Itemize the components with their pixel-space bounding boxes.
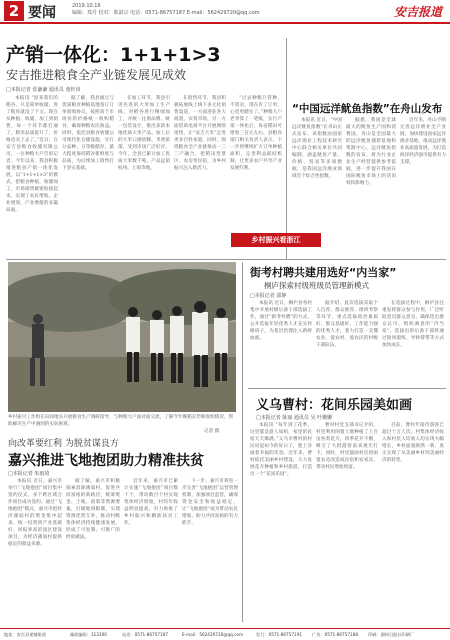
yuanyang-headline: “中国远洋鱿鱼指数”在舟山发布 — [292, 103, 443, 115]
page-footer — [0, 628, 450, 640]
rural-revitalization-badge: 乡村振兴看浙江 — [231, 233, 321, 247]
lead-column-3: 在加工环节，我县引进先进的大米加工生产线，对稻谷进行精细加工，并统一注册品牌、统一包装设计，推出多款本地优质大米产品。加工后的大米口感软糯、米香浓郁，受到市场广泛好评。今年，全县已累计加工优质大米数千吨，产品远销杭州、上海等地。 — [118, 96, 170, 171]
footer-printer: 印刷：湖州日报社印刷厂 — [368, 632, 415, 637]
feifang-kicker: 向改革要红利 为脱贫谋良方 — [8, 439, 119, 449]
yiwu-column-1: 本报讯 “每年到了花季，这里都是游人如织，家里的民宿天天爆满。”义乌市曹村的村民说起如今的好日子，脸上洋溢着幸福的笑容。近年来，曹村依托美丽乡村建设，大力发展花卉种植和乡村旅游，打造出一个“花间乐园”。 — [250, 423, 312, 477]
footer-postcode: 邮政编码：313300 — [70, 632, 107, 637]
lead-byline: □本报记者 张谦谦 通讯员 童轩昂 — [6, 87, 81, 93]
lead-headline: 产销一体化：1+1+1>3 — [6, 44, 221, 66]
footer-advertising: 广告：0571-86757188 — [312, 632, 359, 637]
yiwu-byline: □本报记者 陈丽 通讯员 吴 叶姗姗 — [256, 415, 333, 421]
editor-info: 编辑：郑丹 校对：陈淑宗 电话：0571-86757187 E-mail：562429720@qq.com — [72, 10, 260, 16]
page-header — [0, 0, 450, 24]
photo-caption: 乡村振兴工作组在田间地头开展粮食生产调研指导，与种粮大户面对面交流，了解今年晚稻长势和收购情况，帮助解决生产中遇到的实际困难。 — [8, 415, 234, 427]
yuanyang-column-1: 本报讯 近日，“中国远洋鱿鱼指数”在舟山正式发布。该指数由国家远洋渔业工程技术研究中心联合相关单位共同编制，涵盖鱿鱼产量、价格、贸易等多项数据，是我国远洋渔业领域首个综合性指数。 — [292, 118, 342, 179]
yiwu-column-2: 曹村村党支部书记介绍，村里利用闲置土地种植了上百亩各类花卉，四季花开不断，吸引了大批游客前来观光打卡。同时，村里鼓励村民将闲置农房改造成民宿和农家乐，带动村民增收致富。 — [316, 423, 378, 470]
newspaper-masthead: 安吉报道 — [393, 5, 442, 19]
feifang-byline: □本报记者 朱雨琦 — [8, 471, 50, 477]
feifang-column-2: 据了解，嘉兴市积极探索消除薄弱村、促进共同富裕的新路径，统筹资金、土地、政策等资源要素，打破地域限制，实现资源优势互补，推动村级集体经济持续健康发展，形成了可复制、可推广的经验做法。 — [66, 479, 120, 540]
jiefang-column-3: 在选拔过程中，桐庐县注重发挥群众参与作用，广泛听取党员群众意见，确保选出群众认可、组织满意的“内当家”。选拔出的后备干部将通过轮岗锻炼、导师帮带等方式加快成长。 — [382, 301, 444, 348]
section-name: 要闻 — [28, 5, 56, 21]
lead-column-5: “过去种粮只管种，不管卖，现在有了订单，心里更踏实了。”种粮大户老李算了一笔账，实行产销一体化后，每亩稻田可增收三百元左右。县粮食部门相关负责人表示，下一步将继续扩大订单种植面积，完善利益联结机制，让更多农户共享产业发展红利。 — [230, 96, 282, 171]
lead-subheadline: 安吉推进粮食全产业链发展见成效 — [6, 68, 187, 82]
yuanyang-column-2: 据悉，我国是全球最大的鱿鱼生产国和消费国，舟山是全国最大的远洋鱿鱼捕捞基地和集散中心。远洋鱿鱼指数的发布，将为行业企业生产经营提供参考依据，进一步提升我国在国际鱿鱼市场上的话语权和影响力。 — [346, 118, 396, 186]
jiefang-headline: 街考村聘共建用选好“内当家” — [250, 266, 397, 279]
column-divider — [242, 262, 243, 622]
people-in-field-image — [8, 262, 236, 412]
header-meta — [72, 3, 260, 17]
yiwu-column-3: 目前，曹村年接待游客已超过十万人次，村集体经济收入和村民人均收入均实现大幅增长，乡村面貌焕然一新，真正实现了从美丽乡村到美丽经济的转变。 — [382, 423, 444, 463]
news-photo — [8, 262, 236, 412]
yiwu-headline: 义乌曹村：花间乐园美如画 — [256, 398, 413, 413]
jiefang-column-2: 据介绍，此次选拔采取个人自荐、群众推荐、组织考察等环节，重点选拔政治素质好、群众基础好、工作能力强的优秀人才，着力打造一支懂农业、爱农村、爱农民的村级干部队伍。 — [316, 301, 378, 348]
feifang-column-3: 近年来，嘉兴市已累计实施“飞地抱团”项目数十个，带动数百个村实现集体经济增收，村均年收益明显提高，有力助推了乡村振兴和精准扶贫工作。 — [124, 479, 178, 526]
photo-credit: 记者 摄 — [204, 429, 220, 434]
footer-phone: 电话：0571-86757187 — [122, 632, 169, 637]
footer-email: E-mail：562429720@qq.com — [182, 632, 244, 637]
issue-date: 2019.10.16 — [72, 3, 101, 9]
lead-column-4: 在销售环节，我县积极拓展线上线下多元化销售渠道，一方面进驻各大商超、农贸市场，另一方面借助电商平台开展网络销售，让“安吉大米”走进更多百姓家庭。同时，围绕粮食全产业链推动一二三产融合，把稻田变景区、农房变民宿，为乡村振兴注入新活力。 — [174, 96, 226, 171]
footer-address: 地址：安吉县递铺街道 — [4, 632, 46, 637]
feifang-headline: 嘉兴推进飞地抱团助力精准扶贫 — [8, 453, 204, 469]
lead-column-2: 据了解，我县通过与优质粮食种植基地签订订单收购协议，按照高于市场价的价格统一收购稻谷，确保种粮农民收益。同时，依托县粮食收储公司现代化仓储设施，实行分品种、分等级储存，最大程度保持稻谷新鲜度与品质，为后续加工销售打下坚实基础。 — [62, 96, 114, 171]
feifang-column-4: 下一步，嘉兴市将进一步完善“飞地抱团”运营管理机制，加强项目监管，确保资金安全和收益稳定，让“飞地抱团”成为带动农民增收、助力共同富裕的有力抓手。 — [182, 479, 238, 526]
jiefang-byline: □本报记者 邵静 — [250, 293, 287, 299]
footer-distribution: 发行：0571-86757191 — [256, 632, 303, 637]
lead-column-1: 本报讯 “原来我们的稻谷，只是简单收储，进了粮库就没了下文。现在从种植、收储、加工到销售，每一个环节都打通了，稻米品质提升了，价格也卖上去了。”近日，在安吉县粮食收储有限公司，一位种粮大户告诉记者。今年以来，我县积极推进粮食产销一体化发展，以“1+1+1>3”的模式，把粮食种植、收储加工、市场销售紧密衔接起来，实现了农民增收、企业增效、产业增值的多赢局面。 — [6, 96, 58, 213]
jiefang-column-1: 本报讯 近日，桐庐县各村集中开展村级后备干部选拔工作，通过“街考村聘”的方式，公开选拔年轻优秀人才充实村级班子，为基层治理注入新鲜血液。 — [250, 301, 312, 341]
horizontal-rule — [248, 388, 446, 389]
feifang-column-1: 本报讯 近日，嘉兴市举行“飞地抱团”项目集中签约仪式，多个跨区域合作项目成功签约。通过“飞地抱团”模式，嘉兴市把经济薄弱村的资金集中起来，统一投资到产业基础好、回报率高的园区建设项目，为经济薄弱村提供稳定的收益来源。 — [8, 479, 62, 547]
jiefang-subheadline: 桐庐探索村级班级员管理新模式 — [264, 281, 369, 290]
yuanyang-column-3: 近年来，舟山不断完善远洋渔业全产业链，加快建设国家远洋渔业基地，推动远洋渔业高质量发展，为打造海洋经济强市提供有力支撑。 — [400, 118, 446, 165]
column-divider — [286, 38, 287, 260]
page-number: 2 — [4, 1, 24, 21]
horizontal-rule — [6, 259, 446, 260]
